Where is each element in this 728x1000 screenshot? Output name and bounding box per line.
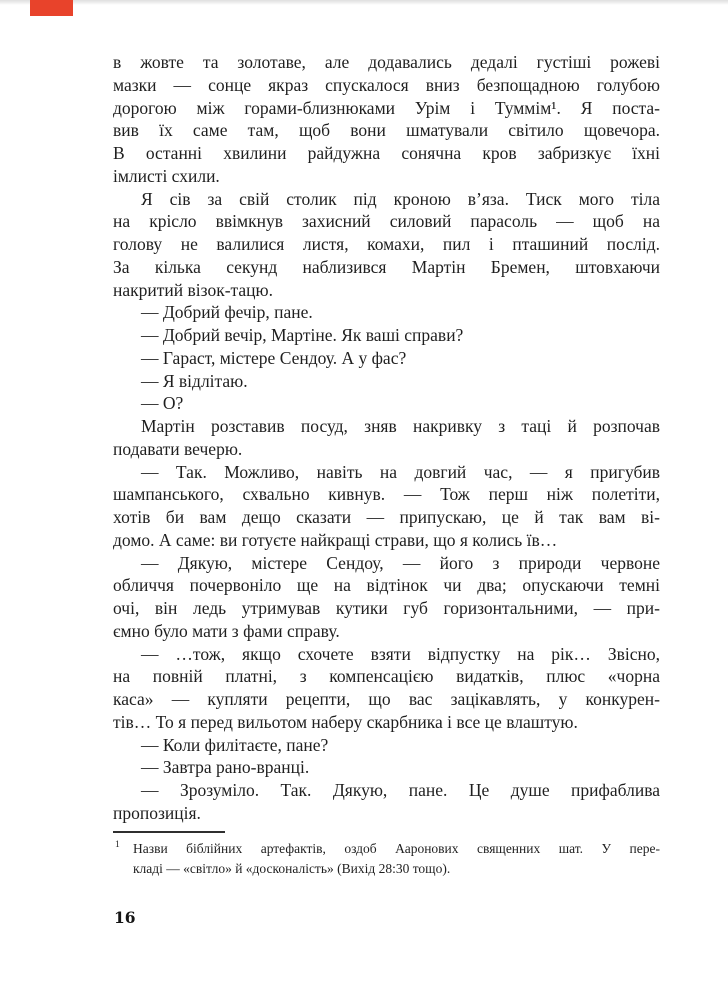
footnote-line: кладі — «світло» й «досконалість» (Вихід 28:30 тощо).: [133, 860, 451, 876]
text-line: — Я відлітаю.: [141, 370, 248, 391]
text-line: вив їх саме там, щоб вони шматували світило щовечора.: [113, 120, 660, 141]
paragraph: [113, 461, 660, 552]
footnote-separator: [113, 831, 225, 833]
text-line: — Так. Можливо, навіть на довгий час, — я пригубив: [141, 461, 660, 482]
footnote-text: [113, 839, 660, 878]
text-line: — Коли филітаєте, пане?: [141, 734, 329, 755]
page-number: 16: [114, 908, 136, 927]
paragraph: [113, 415, 660, 461]
paragraph: [113, 392, 660, 415]
paragraph: [113, 552, 660, 643]
text-line: імлисті схили.: [113, 165, 220, 186]
text-line: — Гараст, містере Сендоу. А у фас?: [141, 347, 407, 368]
text-line: мазки — сонце якраз спускалося вниз безпощадною голубою: [113, 74, 660, 95]
paragraph: [113, 779, 660, 825]
paragraph: [113, 301, 660, 324]
paragraph: [113, 51, 660, 188]
text-line: За кілька секунд наблизився Мартін Бремен, штовхаючи: [113, 256, 660, 277]
bookmark-ribbon[interactable]: [30, 0, 73, 16]
text-line: обличчя почервоніло ще на відтінок чи два; опускаючи темні: [113, 575, 660, 596]
text-line: — …тож, якщо схочете взяти відпустку на рік… Звісно,: [141, 643, 660, 664]
text-line: домо. А саме: ви готуєте найкращі страви, що я колись їв…: [113, 529, 558, 550]
text-line: Мартін розставив посуд, зняв накривку з таці й розпочав: [141, 416, 660, 436]
text-line: очі, він ледь утримував кутики губ горизонтальними, — при-: [113, 598, 660, 618]
footnote-line: Назви біблійних артефактів, оздоб Ааронових священних шат. У пере-: [133, 841, 660, 856]
text-line: подавати вечерю.: [113, 438, 243, 459]
text-line: В останні хвилини райдужна сонячна кров забризкує їхні: [113, 143, 660, 163]
text-line: накритий візок-тацю.: [113, 279, 273, 300]
text-line: дорогою між горами-близнюками Урім і Туммім¹. Я поста-: [113, 97, 660, 118]
text-line: — Завтра рано-вранці.: [141, 757, 310, 778]
text-line: Я сів за свій столик під кроною в’яза. Тиск мого тіла: [141, 188, 660, 209]
text-line: — Добрий фечір, пане.: [141, 302, 313, 323]
footnote: [113, 831, 660, 878]
text-line: — Зрозуміло. Так. Дякую, пане. Це душе прифаблива: [141, 780, 660, 800]
text-line: голову не валилися листя, комахи, пил і пташиний послід.: [113, 234, 660, 254]
text-line: на повній платні, з компенсацією видатків, плюс «чорна: [113, 666, 660, 687]
text-line: тів… То я перед вильотом наберу скарбника і все це влаштую.: [113, 711, 578, 732]
text-line: — Добрий вечір, Мартіне. Як ваші справи?: [141, 325, 464, 345]
text-line: пропозиція.: [113, 802, 201, 823]
paragraph: [113, 188, 660, 302]
paragraph: [113, 643, 660, 734]
text-line: ємно було мати з фами справу.: [113, 620, 340, 641]
paragraph: [113, 756, 660, 779]
text-line: — Дякую, містере Сендоу, — його з природи червоне: [141, 552, 660, 573]
text-line: шампанського, схвально кивнув. — Тож перш ніж полетіти,: [113, 484, 660, 505]
text-line: в жовте та золотаве, але додавались дедалі густіші рожеві: [113, 52, 660, 72]
text-line: на крісло ввімкнув захисний силовий парасоль — щоб на: [113, 211, 660, 232]
paragraph: [113, 370, 660, 393]
footnote-marker: 1: [115, 840, 120, 850]
paragraph: [113, 324, 660, 347]
text-line: хотів би вам дещо сказати — припускаю, це й так вам ві-: [113, 507, 660, 527]
page-top-shadow: [0, 0, 728, 5]
text-line: каса» — купляти рецепти, що вас зацікавлять, у конкурен-: [113, 689, 660, 709]
text-line: — О?: [141, 393, 184, 414]
paragraph: [113, 734, 660, 757]
text-block: [113, 51, 660, 825]
paragraph: [113, 347, 660, 370]
